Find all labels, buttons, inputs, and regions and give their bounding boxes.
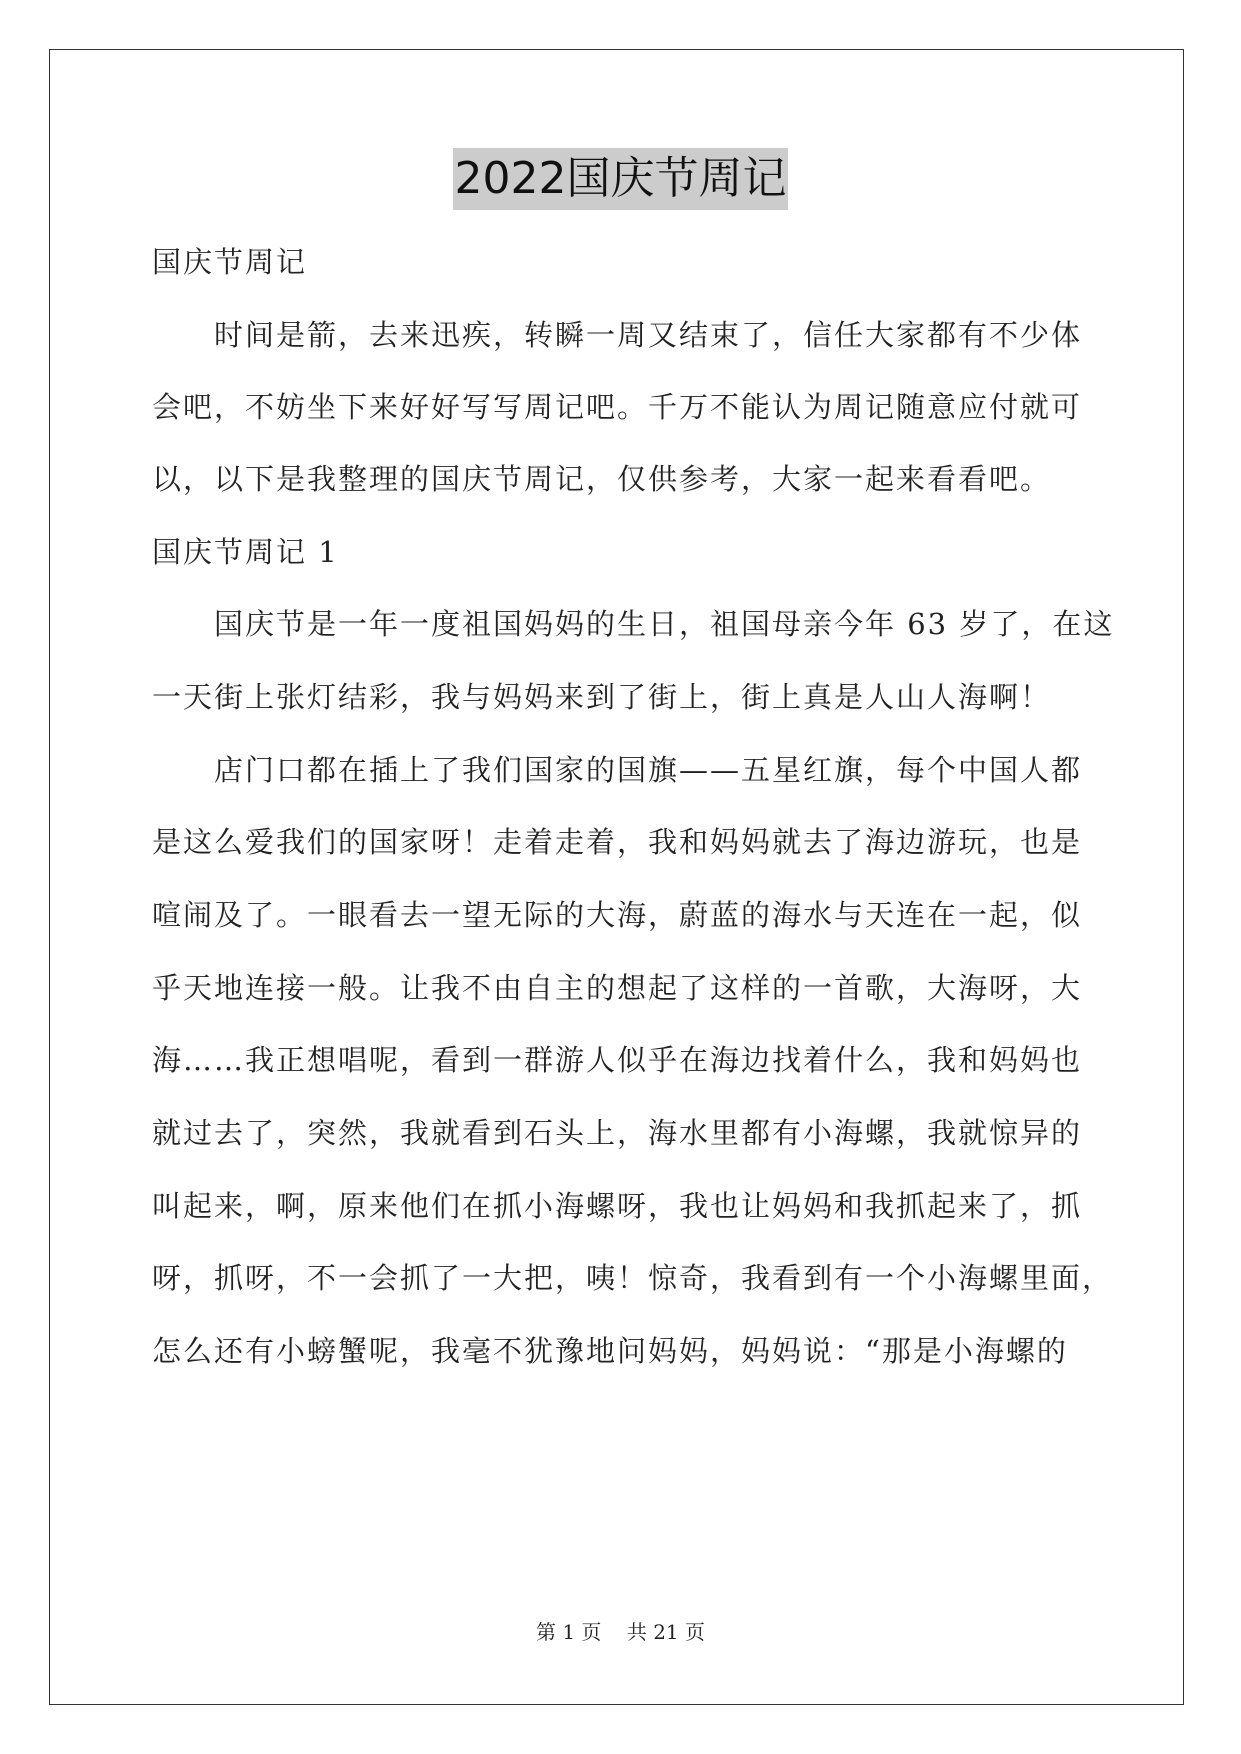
paragraph-line: 会吧，不妨坐下来好好写写周记吧。千万不能认为周记随意应付就可 — [152, 390, 1083, 424]
paragraph-line: 呀，抓呀，不一会抓了一大把，咦！惊奇，我看到有一个小海螺里面， — [152, 1261, 1114, 1295]
paragraph-line: 国庆节是一年一度祖国妈妈的生日，祖国母亲今年 63 岁了，在这 — [214, 607, 1115, 641]
paragraph-line: 喧闹及了。一眼看去一望无际的大海，蔚蓝的海水与天连在一起，似 — [152, 898, 1083, 932]
section-heading: 国庆节周记 — [152, 245, 308, 279]
paragraph-line: 是这么爱我们的国家呀！走着走着，我和妈妈就去了海边游玩，也是 — [152, 825, 1083, 859]
title-container — [0, 148, 1241, 210]
paragraph-line: 就过去了，突然，我就看到石头上，海水里都有小海螺，我就惊异的 — [152, 1116, 1083, 1150]
page-footer: 第 1 页 共 21 页 — [535, 1620, 706, 1644]
document-title: 2022国庆节周记 — [453, 148, 789, 210]
paragraph-line: 叫起来，啊，原来他们在抓小海螺呀，我也让妈妈和我抓起来了，抓 — [152, 1189, 1083, 1223]
paragraph-line: 海……我正想唱呢，看到一群游人似乎在海边找着什么，我和妈妈也 — [152, 1043, 1083, 1077]
paragraph-line: 店门口都在插上了我们国家的国旗——五星红旗，每个中国人都 — [214, 753, 1083, 787]
paragraph-line: 时间是箭，去来迅疾，转瞬一周又结束了，信任大家都有不少体 — [214, 318, 1083, 352]
paragraph-line: 一天街上张灯结彩，我与妈妈来到了街上，街上真是人山人海啊！ — [152, 680, 1052, 714]
page-border — [49, 49, 1184, 1705]
paragraph-line: 怎么还有小螃蟹呢，我毫不犹豫地问妈妈，妈妈说：“那是小海螺的 — [152, 1334, 1068, 1368]
section-heading: 国庆节周记 1 — [152, 535, 339, 569]
paragraph-line: 以，以下是我整理的国庆节周记，仅供参考，大家一起来看看吧。 — [152, 462, 1052, 496]
paragraph-line: 乎天地连接一般。让我不由自主的想起了这样的一首歌，大海呀，大 — [152, 971, 1083, 1005]
